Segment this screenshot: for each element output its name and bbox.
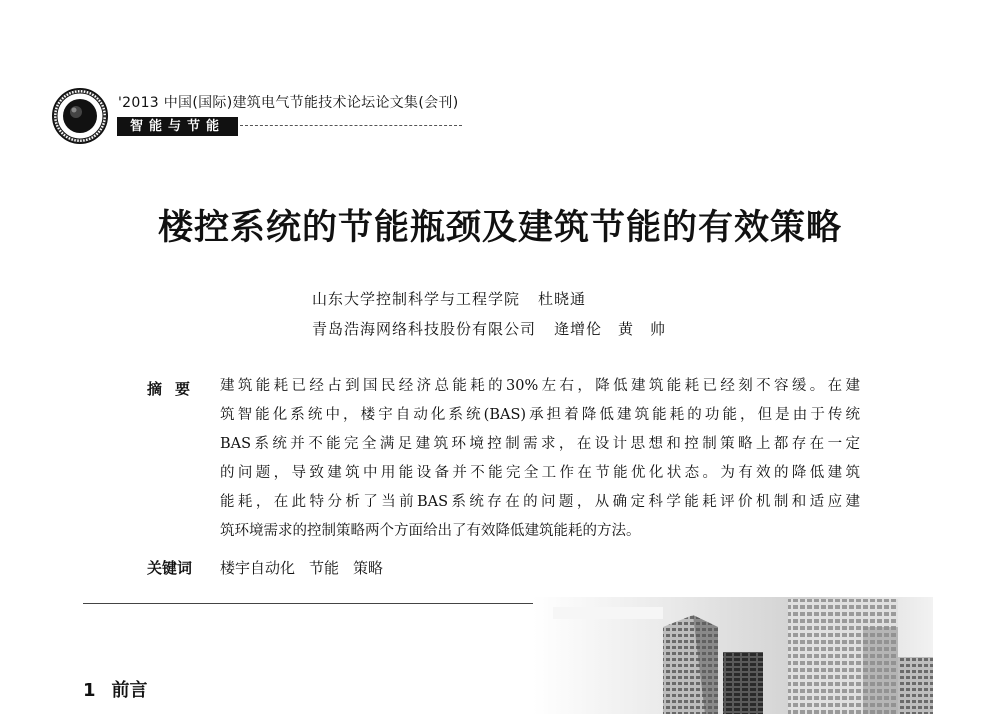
- keyword: 策略: [353, 559, 384, 577]
- author-names: 逄增伦 黄 帅: [554, 320, 667, 338]
- skyscraper-photo: [533, 597, 933, 714]
- keyword: 节能: [309, 559, 340, 577]
- abstract-line: 建筑能耗已经占到国民经济总能耗的30%左右，降低建筑能耗已经刻不容缓。在建: [220, 378, 860, 394]
- paper-title: 楼控系统的节能瓶颈及建筑节能的有效策略: [157, 208, 842, 248]
- keyword: 楼宇自动化: [220, 559, 296, 577]
- author-names: 杜晓通: [538, 290, 587, 308]
- section-tag: 智能与节能: [117, 117, 238, 136]
- abstract-label: 摘要: [147, 380, 204, 398]
- abstract-line: BAS系统并不能完全满足建筑环境控制需求，在设计思想和控制策略上都存在一定: [220, 436, 860, 452]
- abstract-line: 筑智能化系统中，楼宇自动化系统(BAS)承担着降低建筑能耗的功能，但是由于传统: [220, 407, 860, 423]
- section-rule: [83, 603, 535, 604]
- abstract-line: 的问题，导致建筑中用能设备并不能完全工作在节能优化状态。为有效的降低建筑: [220, 465, 860, 481]
- abstract-line: 能耗，在此特分析了当前BAS系统存在的问题，从确定科学能耗评价机制和适应建: [220, 494, 860, 510]
- journal-title: '2013 中国(国际)建筑电气节能技术论坛论文集(会刊): [118, 95, 459, 111]
- author-affiliation: 山东大学控制科学与工程学院: [312, 290, 521, 308]
- keywords-list: [220, 557, 397, 578]
- section-heading: [83, 676, 148, 702]
- keywords-label: 关键词: [147, 559, 193, 577]
- section-number: 1: [83, 680, 96, 701]
- conference-seal-icon: [52, 88, 108, 144]
- header-divider: [240, 125, 462, 126]
- section-title: 前言: [111, 680, 148, 701]
- abstract-line: 筑环境需求的控制策略两个方面给出了有效降低建筑能耗的方法。: [220, 523, 641, 539]
- author-line-2: [312, 318, 666, 339]
- author-affiliation: 青岛浩海网络科技股份有限公司: [312, 320, 537, 338]
- author-line-1: [312, 288, 586, 309]
